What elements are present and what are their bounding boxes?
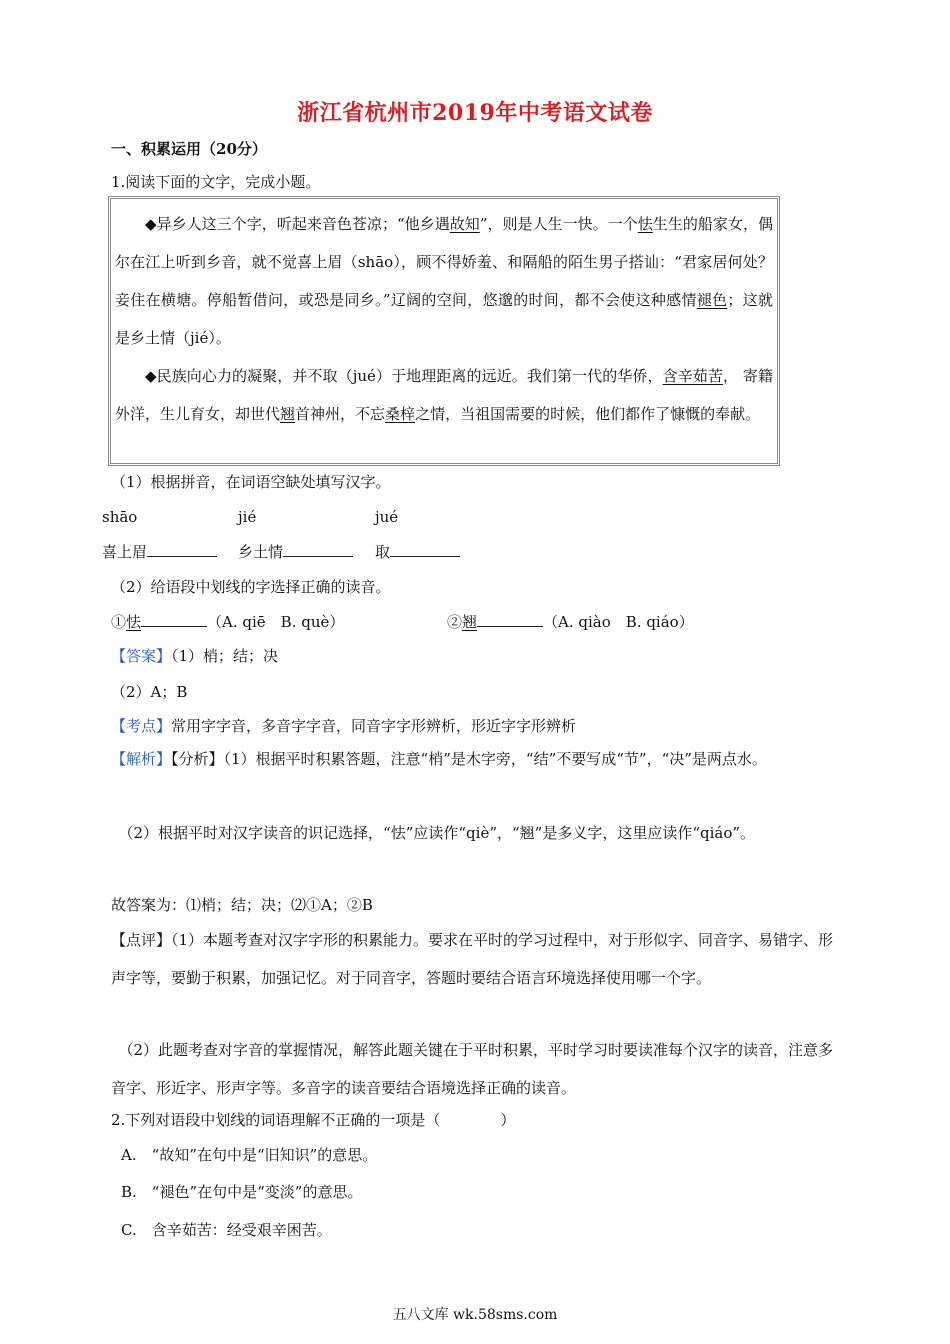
passage-paragraph-2: ◆民族向心力的凝聚，并不取（jué）于地理距离的远近。我们第一代的华侨，含辛茹苦， 寄籍外洋，生儿育女，却世代翘首神州，不忘桑梓之情，当祖国需要的时候，他们都作了慷慨的奉献。 xyxy=(115,367,773,423)
sub-question-2: （2）给语段中划线的字选择正确的读音。 xyxy=(111,578,391,596)
answer-blank-3[interactable] xyxy=(390,542,460,557)
pinyin-jue: jué xyxy=(375,508,399,526)
page-footer: 五八文库 wk.58sms.com xyxy=(392,1307,558,1323)
fill-word-1: 喜上眉 xyxy=(102,542,217,562)
analysis-tag: 【解析】 xyxy=(111,750,172,768)
answer-blank-2[interactable] xyxy=(283,542,353,557)
pronunciation-option-2: ②翘 （A. qiào B. qiáo） xyxy=(447,613,694,631)
underlined-word-hanxinrukun: 含辛茹苦 xyxy=(662,367,723,385)
answer-blank-5[interactable] xyxy=(477,612,543,627)
option-a[interactable]: A. “故知”在句中是“旧知识”的意思。 xyxy=(121,1146,378,1164)
underlined-char-qie: 怯 xyxy=(637,215,653,233)
underlined-word-sangzi: 桑梓 xyxy=(385,405,416,423)
question-1-prompt: 1.阅读下面的文字，完成小题。 xyxy=(111,173,321,191)
comment-paragraph-1: 【点评】（1）本题考查对汉字字形的积累能力。要求在平时的学习过程中，对于形似字、同音字、易错字、形声字等，要勤于积累，加强记忆。对于同音字，答题时要结合语言环境选择使用哪一个字。 xyxy=(111,931,834,987)
underlined-word-tuise: 褪色 xyxy=(696,291,728,309)
key-point-line: 【考点】常用字字音，多音字字音，同音字字形辨析，形近字字形辨析 xyxy=(111,717,577,735)
answer-blank-1[interactable] xyxy=(147,542,217,557)
answer-line-2: （2）A；B xyxy=(111,683,188,701)
key-point-tag: 【考点】 xyxy=(111,717,172,735)
sub-question-1: （1）根据拼音，在词语空缺处填写汉字。 xyxy=(111,473,391,491)
passage-paragraph-1: ◆异乡人这三个字，听起来音色苍凉；“他乡遇故知”，则是人生一快。一个怯生生的船家女，偶尔在江上听到乡音，就不觉喜上眉（shāo），顾不得娇羞、和隔船的陌生男子搭讪：“君家居何处？妾住在横塘。停船暂借问，或恐是同乡。”辽阔的空间，悠邈的时间，都不会使这种感情褪色；这就是乡土情（jié）。 xyxy=(115,215,773,347)
fill-word-2: 乡土情 xyxy=(238,542,353,562)
fill-word-3: 取 xyxy=(375,542,460,562)
underlined-char-qiao: 翘 xyxy=(280,405,296,423)
answer-tag: 【答案】 xyxy=(111,647,172,665)
answer-line: 【答案】（1）梢；结；决 xyxy=(111,647,279,665)
option-c[interactable]: C. 含辛茹苦：经受艰辛困苦。 xyxy=(121,1221,332,1239)
analysis-paragraph-2: （2）根据平时对汉字读音的识记选择，“怯”应读作“qiè”，“翘”是多义字，这里应读作“qiáo”。 xyxy=(118,824,756,842)
analysis-paragraph-1: 【解析】【分析】（1）根据平时积累答题，注意“梢”是木字旁，“结”不要写成“节”，“决”是两点水。 xyxy=(111,750,767,768)
pronunciation-option-1: ①怯 （A. qiē B. què） xyxy=(111,613,345,631)
page-title: 浙江省杭州市2019年中考语文试卷 xyxy=(297,100,653,126)
option-b[interactable]: B. “褪色”在句中是“变淡”的意思。 xyxy=(121,1183,363,1201)
pinyin-jie: jié xyxy=(238,508,257,526)
question-2-prompt: 2.下列对语段中划线的词语理解不正确的一项是（ ） xyxy=(111,1111,516,1129)
passage-box xyxy=(108,196,780,466)
pinyin-shao: shāo xyxy=(102,508,138,526)
underlined-word-guzhi: 故知 xyxy=(449,215,480,233)
comment-paragraph-2: （2）此题考查对字音的掌握情况，解答此题关键在于平时积累，平时学习时要读准每个汉字的读音，注意多音字、形近字、形声字等。多音字的读音要结合语境选择正确的读音。 xyxy=(111,1041,834,1097)
final-answer: 故答案为：⑴梢；结；决；⑵①A；②B xyxy=(111,896,373,914)
answer-blank-4[interactable] xyxy=(141,612,207,627)
section-heading: 一、积累运用（20分） xyxy=(111,140,267,158)
